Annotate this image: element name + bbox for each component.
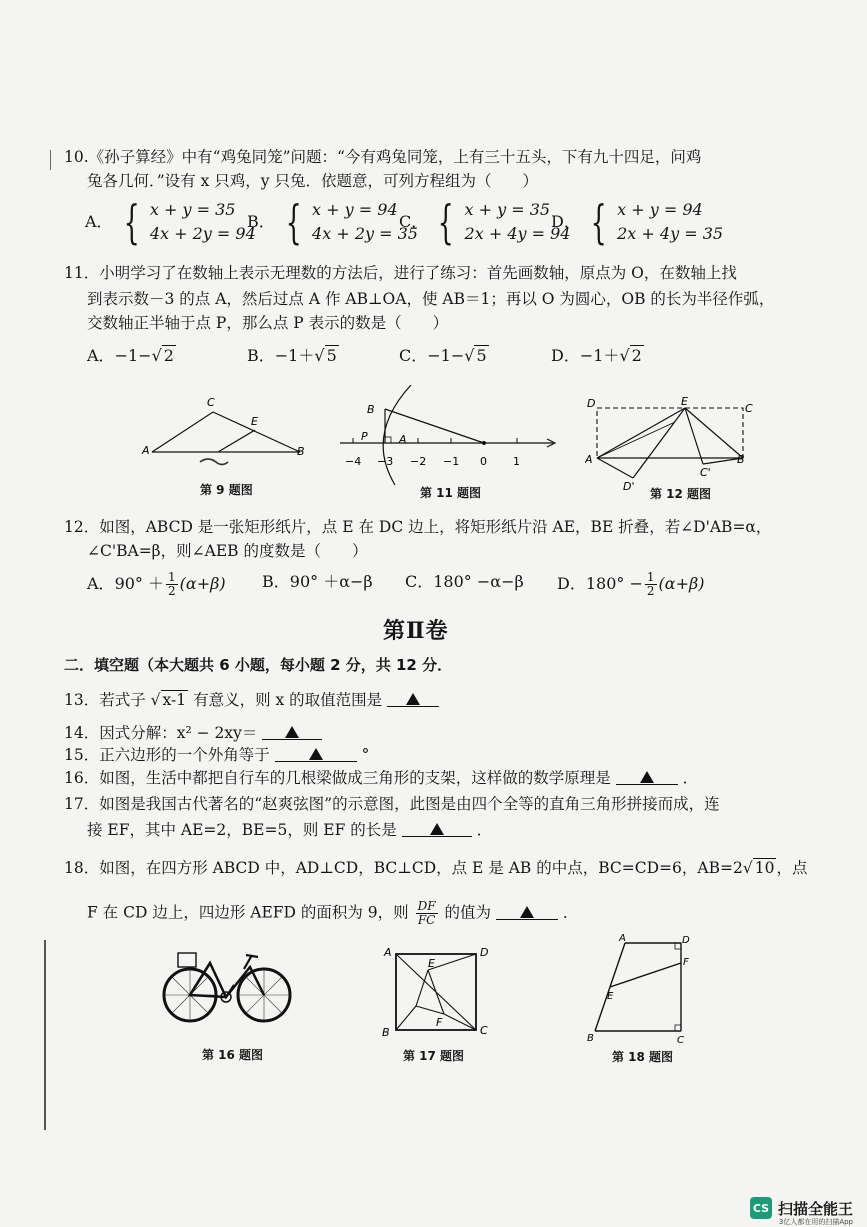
q12-option-a[interactable] <box>87 571 226 598</box>
fig9-caption: 第 9 题图 <box>200 483 253 497</box>
q18-text: 18．如图，在四方形 ABCD 中，AD⊥CD，BC⊥CD，点 E 是 AB 的中点，BC=CD=6，AB=2 <box>64 859 743 877</box>
triangle-icon <box>520 906 534 918</box>
fraction <box>416 900 438 927</box>
label-b: B <box>737 453 745 466</box>
q18-text: ，点 <box>776 859 808 877</box>
triangle-icon <box>406 693 420 705</box>
label-a: A <box>399 433 407 446</box>
q18-text: 的值为 <box>444 903 492 922</box>
radicand: 5 <box>326 346 337 365</box>
tick-label: −3 <box>377 455 394 468</box>
option-value: 180° − <box>585 574 643 593</box>
equation: 2x + 4y = 35 <box>617 224 724 243</box>
q11-line2: 到表示数－3 的点 A，然后过点 A 作 AB⊥OA，使 AB＝1；再以 O 为圆心，OB 的长为半径作弧， <box>87 290 775 308</box>
q18-line1: 18．如图，在四方形 ABCD 中，AD⊥CD，BC⊥CD，点 E 是 AB 的中点，BC=CD=6，AB=2√ 10 ，点 <box>64 859 808 877</box>
scan-margin-line <box>44 940 46 1130</box>
option-value: −1− <box>114 346 152 365</box>
label-d-prime: D' <box>623 480 635 493</box>
triangle-icon <box>309 748 323 760</box>
q11-option-c[interactable]: C．−1−√ 5 <box>399 346 487 365</box>
equation: 4x + 2y = 94 <box>149 224 256 243</box>
numerator: 1 <box>646 570 655 584</box>
equation: x + y = 94 <box>312 200 398 219</box>
fig16-caption: 第 16 题图 <box>202 1048 264 1062</box>
tick-label: 0 <box>480 455 487 468</box>
q11-option-b[interactable]: B．−1＋√ 5 <box>247 346 337 365</box>
q18-line2 <box>87 900 578 927</box>
label-d: D <box>682 935 690 946</box>
q18-text: F 在 CD 边上，四边形 AEFD 的面积为 9，则 <box>87 903 409 922</box>
option-label: A． <box>85 212 113 231</box>
option-value: (α+β) <box>658 574 705 593</box>
triangle-icon <box>640 771 654 783</box>
denominator: FC <box>417 913 436 927</box>
option-value: −1＋ <box>274 346 315 365</box>
q12-line1: 12．如图，ABCD 是一张矩形纸片，点 E 在 DC 边上，将矩形纸片沿 AE，BE 折叠，若∠D'AB=α， <box>64 518 772 536</box>
label-e: E <box>681 395 688 408</box>
watermark-name: 扫描全能王 <box>777 1199 853 1218</box>
fraction <box>166 571 178 598</box>
option-label: A． <box>87 346 115 365</box>
q11-option-a[interactable]: A．−1−√ 2 <box>87 346 174 365</box>
q12-option-b[interactable] <box>262 571 373 593</box>
answer-blank[interactable] <box>496 902 558 920</box>
q16-text: 16．如图，生活中都把自行车的几根梁做成三角形的支架，这样做的数学原理是 <box>64 769 611 787</box>
q13-text: 13．若式子 <box>64 691 146 709</box>
answer-blank[interactable] <box>616 767 678 785</box>
q11-option-d[interactable]: D．−1＋√ 2 <box>551 346 642 365</box>
equation: x + y = 35 <box>149 200 236 219</box>
q17-line2 <box>87 819 492 841</box>
q12-option-d[interactable] <box>557 571 704 598</box>
numerator: 1 <box>168 570 176 584</box>
q11-line3: 交数轴正半轴于点 P，那么点 P 表示的数是（ ） <box>87 314 449 332</box>
q17-line1: 17．如图是我国古代著名的“赵爽弦图”的示意图，此图是由四个全等的直角三角形拼接而成，连 <box>64 795 720 813</box>
label-c: C <box>745 402 753 415</box>
scanner-watermark <box>750 1197 853 1219</box>
brace-icon: { <box>590 195 607 249</box>
label-d: D <box>480 946 489 959</box>
q12-line2: ∠C'BA=β，则∠AEB 的度数是（ ） <box>87 542 368 560</box>
label-f: F <box>683 957 689 968</box>
equation: x + y = 94 <box>617 200 703 219</box>
figure-16-bicycle <box>160 945 295 1025</box>
radicand: 2 <box>631 346 642 365</box>
figure-12 <box>585 392 760 497</box>
option-value: 90° ＋α−β <box>289 572 373 591</box>
watermark-sub: 3亿人都在用的扫描App <box>778 1218 853 1226</box>
label-b: B <box>587 1033 594 1044</box>
answer-blank[interactable] <box>387 689 439 707</box>
label-b: B <box>382 1026 390 1037</box>
option-value: 90° ＋ <box>114 574 165 593</box>
q15 <box>64 744 369 766</box>
q14 <box>64 722 322 744</box>
label-b: B <box>297 445 305 458</box>
radicand: 2 <box>163 346 174 365</box>
option-label: C． <box>399 346 428 365</box>
equation: x + y = 35 <box>464 200 551 219</box>
option-label: D． <box>551 346 580 365</box>
option-label: C． <box>399 212 428 231</box>
answer-blank[interactable] <box>402 819 472 837</box>
period: ． <box>562 903 579 922</box>
denominator: 2 <box>646 584 655 598</box>
fig18-caption: 第 18 题图 <box>612 1050 674 1064</box>
label-c: C <box>207 396 215 409</box>
section-heading: 二．填空题（本大题共 6 小题，每小题 2 分，共 12 分． <box>64 656 453 674</box>
label-e: E <box>607 991 614 1002</box>
triangle-icon <box>430 823 444 835</box>
q16 <box>64 767 698 789</box>
option-label: B． <box>247 346 275 365</box>
equation: 2x + 4y = 94 <box>464 224 571 243</box>
label-a: A <box>619 933 626 944</box>
option-label: C． <box>405 572 434 591</box>
tick-label: −2 <box>410 455 427 468</box>
option-label: D． <box>551 212 580 231</box>
q12-option-c[interactable] <box>405 571 524 593</box>
brace-icon: { <box>437 195 454 249</box>
label-c: C <box>677 1035 684 1045</box>
fig17-caption: 第 17 题图 <box>403 1049 465 1063</box>
denominator: 2 <box>168 584 176 598</box>
period: ． <box>682 769 699 787</box>
q10-line1: 10.《孙子算经》中有“鸡兔同笼”问题：“今有鸡兔同笼，上有三十五头，下有九十四足，问鸡 <box>64 148 702 166</box>
option-label: B． <box>247 212 275 231</box>
figure-9 <box>140 392 315 472</box>
radicand: 5 <box>476 346 487 365</box>
triangle-icon <box>285 726 299 738</box>
scribble-icon <box>200 459 228 465</box>
option-value: 180° −α−β <box>433 572 524 591</box>
label-a: A <box>585 453 593 466</box>
radicand: 10 <box>754 859 775 877</box>
option-label: A． <box>87 574 115 593</box>
label-a: A <box>142 444 150 457</box>
q10-option-c[interactable] <box>399 195 571 249</box>
label-f: F <box>436 1016 443 1029</box>
q10-option-b[interactable] <box>247 195 418 249</box>
q13-text: 有意义，则 x 的取值范围是 <box>193 691 383 709</box>
cs-logo-icon: CS <box>750 1197 772 1219</box>
radicand: x-1 <box>162 691 187 709</box>
label-b: B <box>367 403 375 416</box>
label-c: C <box>480 1024 488 1037</box>
brace-icon: { <box>285 195 302 249</box>
tick-label: 1 <box>513 455 520 468</box>
fraction <box>645 571 657 598</box>
answer-blank[interactable] <box>275 744 357 762</box>
q10-line2: 兔各几何．”设有 x 只鸡，y 只兔．依题意，可列方程组为（ ） <box>87 172 538 190</box>
figure-11 <box>335 385 560 485</box>
numerator: DF <box>417 899 436 913</box>
fig12-caption: 第 12 题图 <box>650 487 712 501</box>
option-value: −1− <box>427 346 465 365</box>
q17-text: 接 EF，其中 AE=2，BE=5，则 EF 的长是 <box>87 821 397 839</box>
q11-line1: 11．小明学习了在数轴上表示无理数的方法后，进行了练习：首先画数轴，原点为 O，在数轴上找 <box>64 264 737 282</box>
answer-blank[interactable] <box>262 722 322 740</box>
label-e: E <box>251 415 258 428</box>
q13: 13．若式子 √ x-1 有意义，则 x 的取值范围是 <box>64 689 439 711</box>
q15-text: 15．正六边形的一个外角等于 <box>64 746 270 764</box>
option-label: B． <box>262 572 290 591</box>
fig11-caption: 第 11 题图 <box>420 486 482 500</box>
option-value: −1＋ <box>579 346 620 365</box>
equation: 4x + 2y = 35 <box>312 224 418 243</box>
option-value: (α+β) <box>179 574 226 593</box>
label-d: D <box>587 397 596 410</box>
figure-18 <box>585 933 700 1045</box>
unit: ° <box>361 746 370 764</box>
option-label: D． <box>557 574 586 593</box>
q14-text: 14．因式分解：x² − 2xy＝ <box>64 724 258 742</box>
label-c-prime: C' <box>700 466 711 479</box>
section-title: 第Ⅱ卷 <box>383 618 449 644</box>
period: ． <box>476 821 493 839</box>
scan-margin-mark <box>50 150 51 170</box>
figure-17 <box>378 942 500 1037</box>
label-a: A <box>384 946 392 959</box>
tick-label: −4 <box>345 455 362 468</box>
q10-option-d[interactable] <box>551 195 724 249</box>
tick-label: −1 <box>443 455 460 468</box>
brace-icon: { <box>123 195 140 249</box>
label-p: P <box>361 430 368 443</box>
label-e: E <box>428 957 435 970</box>
q10-option-a[interactable] <box>85 195 256 249</box>
